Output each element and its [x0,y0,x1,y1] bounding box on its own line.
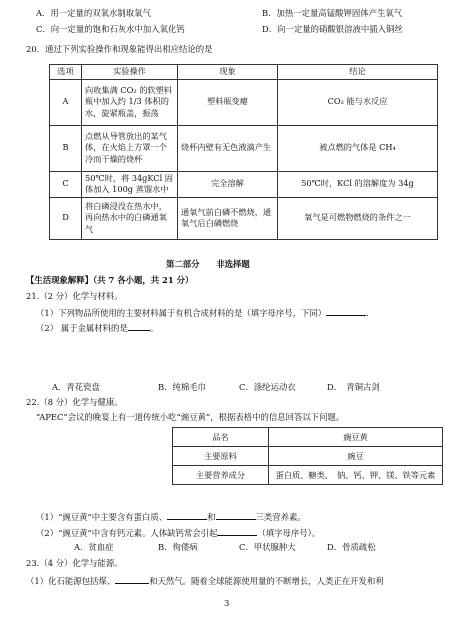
row-conclusion: CO₂ 能与水反应 [278,79,438,125]
q19-option-d: D．向一定量的硝酸银溶液中插入铜丝 [262,24,403,34]
q22-sub1-tail: 三类营养素。 [255,512,306,522]
row-operation: 将白磷浸没在热水中，再向热水中的白磷通氧气 [82,197,178,239]
row-conclusion: 氧气是可燃物燃烧的条件之一 [278,197,438,239]
q23-stem: 23.（4 分）化学与能源。 [26,558,123,568]
q22-option-b: B．佝偻病 [158,542,198,552]
q22-intro: “APEC”会议的晚宴上有一道传统小吃“豌豆黄”，根据表格中的信息回答以下问题。 [36,412,345,422]
q21-sub2-text: （2） 属于金属材料的是 [36,323,128,333]
q19-option-b: B．加热一定量高锰酸钾固体产生氧气 [262,8,403,18]
row-phenomenon: 烧杯内壁有无色液滴产生 [178,125,278,171]
row-label: 主要营养成分 [173,466,269,485]
header-option: 选项 [50,65,82,80]
section-heading: 【生活现象解释】（共 7 各小题，共 21 分） [26,275,194,285]
row-conclusion: 50℃时，KCl 的溶解度为 34g [278,171,438,197]
table-row [50,79,438,125]
row-value: 豌豆 [269,447,443,466]
row-operation: 向收集满 CO₂ 的软塑料瓶中加入约 1/3 体积的水，旋紧瓶盖，振荡 [82,79,178,125]
part2-title: 第二部分 非选择题 [166,259,250,269]
q22-sub1-text: （1）“豌豆黄”中主要含有蛋白质、 [36,512,168,522]
q22-sub2-tail: （填字母序号）。 [257,528,321,538]
row-operation: 点燃从导管放出的某气体，在火焰上方罩一个冷而干燥的烧杯 [82,125,178,171]
q22-option-a: A．贫血症 [74,542,114,552]
q21-sub1-text: （1）下列物品所使用的主要材料属于有机合成材料的是（填字母序号，下同） [36,308,327,318]
q23-sub1-tail: 和天然气。随着全球能源使用量的不断增长，人类正在开发和利 [149,576,384,586]
q21-option-d: D． 青铜古剑 [327,382,380,392]
q21-option-a: A．青花瓷盘 [52,382,100,392]
row-option: C [50,171,82,197]
row-conclusion: 被点燃的气体是 CH₄ [278,125,438,171]
row-value: 蛋白质、糖类、 钠、钙、钾、镁、铁等元素 [269,466,443,485]
row-value: 豌豆黄 [269,428,443,447]
q22-sub2-text: （2）“豌豆黄”中含有钙元素。人体缺钙常会引起 [36,528,218,538]
row-operation: 50℃时，将 34gKCl 固体加入 100g 蒸馏水中 [82,171,178,197]
table-row [173,428,443,447]
row-label: 主要原料 [173,447,269,466]
table-row [173,466,443,485]
row-option: B [50,125,82,171]
row-phenomenon: 通氧气前白磷不燃烧，通氧气后白磷燃烧 [178,197,278,239]
row-option: A [50,79,82,125]
answer-blank[interactable] [326,306,366,316]
q21-option-b: B．纯棉毛巾 [158,382,207,392]
q23-sub1 [26,574,384,587]
q22-sub2 [36,526,320,539]
row-label: 品名 [173,428,269,447]
q22-sub1-and: 和 [207,512,216,522]
q21-stem: 21.（2 分）化学与材料。 [26,291,123,301]
header-conclusion: 结论 [278,65,438,80]
q19-option-a: A．用一定量的双氧水制取氧气 [36,8,151,18]
answer-blank[interactable] [216,510,256,520]
q23-sub1-text: （1）化石能源包括煤、 [26,576,116,586]
table-row [50,197,438,239]
header-phenomenon: 现象 [178,65,278,80]
page-number: 3 [224,598,230,608]
q22-stem: 22.（8 分）化学与健康。 [26,397,123,407]
table-row [173,447,443,466]
row-phenomenon: 完全溶解 [178,171,278,197]
answer-blank[interactable] [115,574,149,584]
row-phenomenon: 塑料瓶变瘪 [178,79,278,125]
q21-sub1: （1）下列物品所使用的主要材料属于有机合成材料的是（填字母序号，下同） . [36,308,369,318]
q22-option-d: D．骨质疏松 [327,542,376,552]
q20-table [49,64,438,240]
row-option: D [50,197,82,239]
table-row [50,171,438,197]
table-header-row [50,65,438,80]
table-row [50,125,438,171]
q20-stem: 20．通过下列实验操作和现象能得出相应结论的是 [26,44,213,54]
q22-sub1 [36,510,306,523]
answer-blank[interactable] [167,510,207,520]
answer-blank[interactable] [128,321,150,331]
q21-option-c: C．涤纶运动衣 [239,382,296,392]
q22-table [172,427,443,485]
q22-option-c: C．甲状腺肿大 [239,542,296,552]
header-operation: 实验操作 [82,65,178,80]
q19-option-c: C．向一定量的饱和石灰水中加入氧化钙 [36,24,185,34]
answer-blank[interactable] [217,526,257,536]
q21-sub2: （2） 属于金属材料的是 。 [36,323,159,333]
